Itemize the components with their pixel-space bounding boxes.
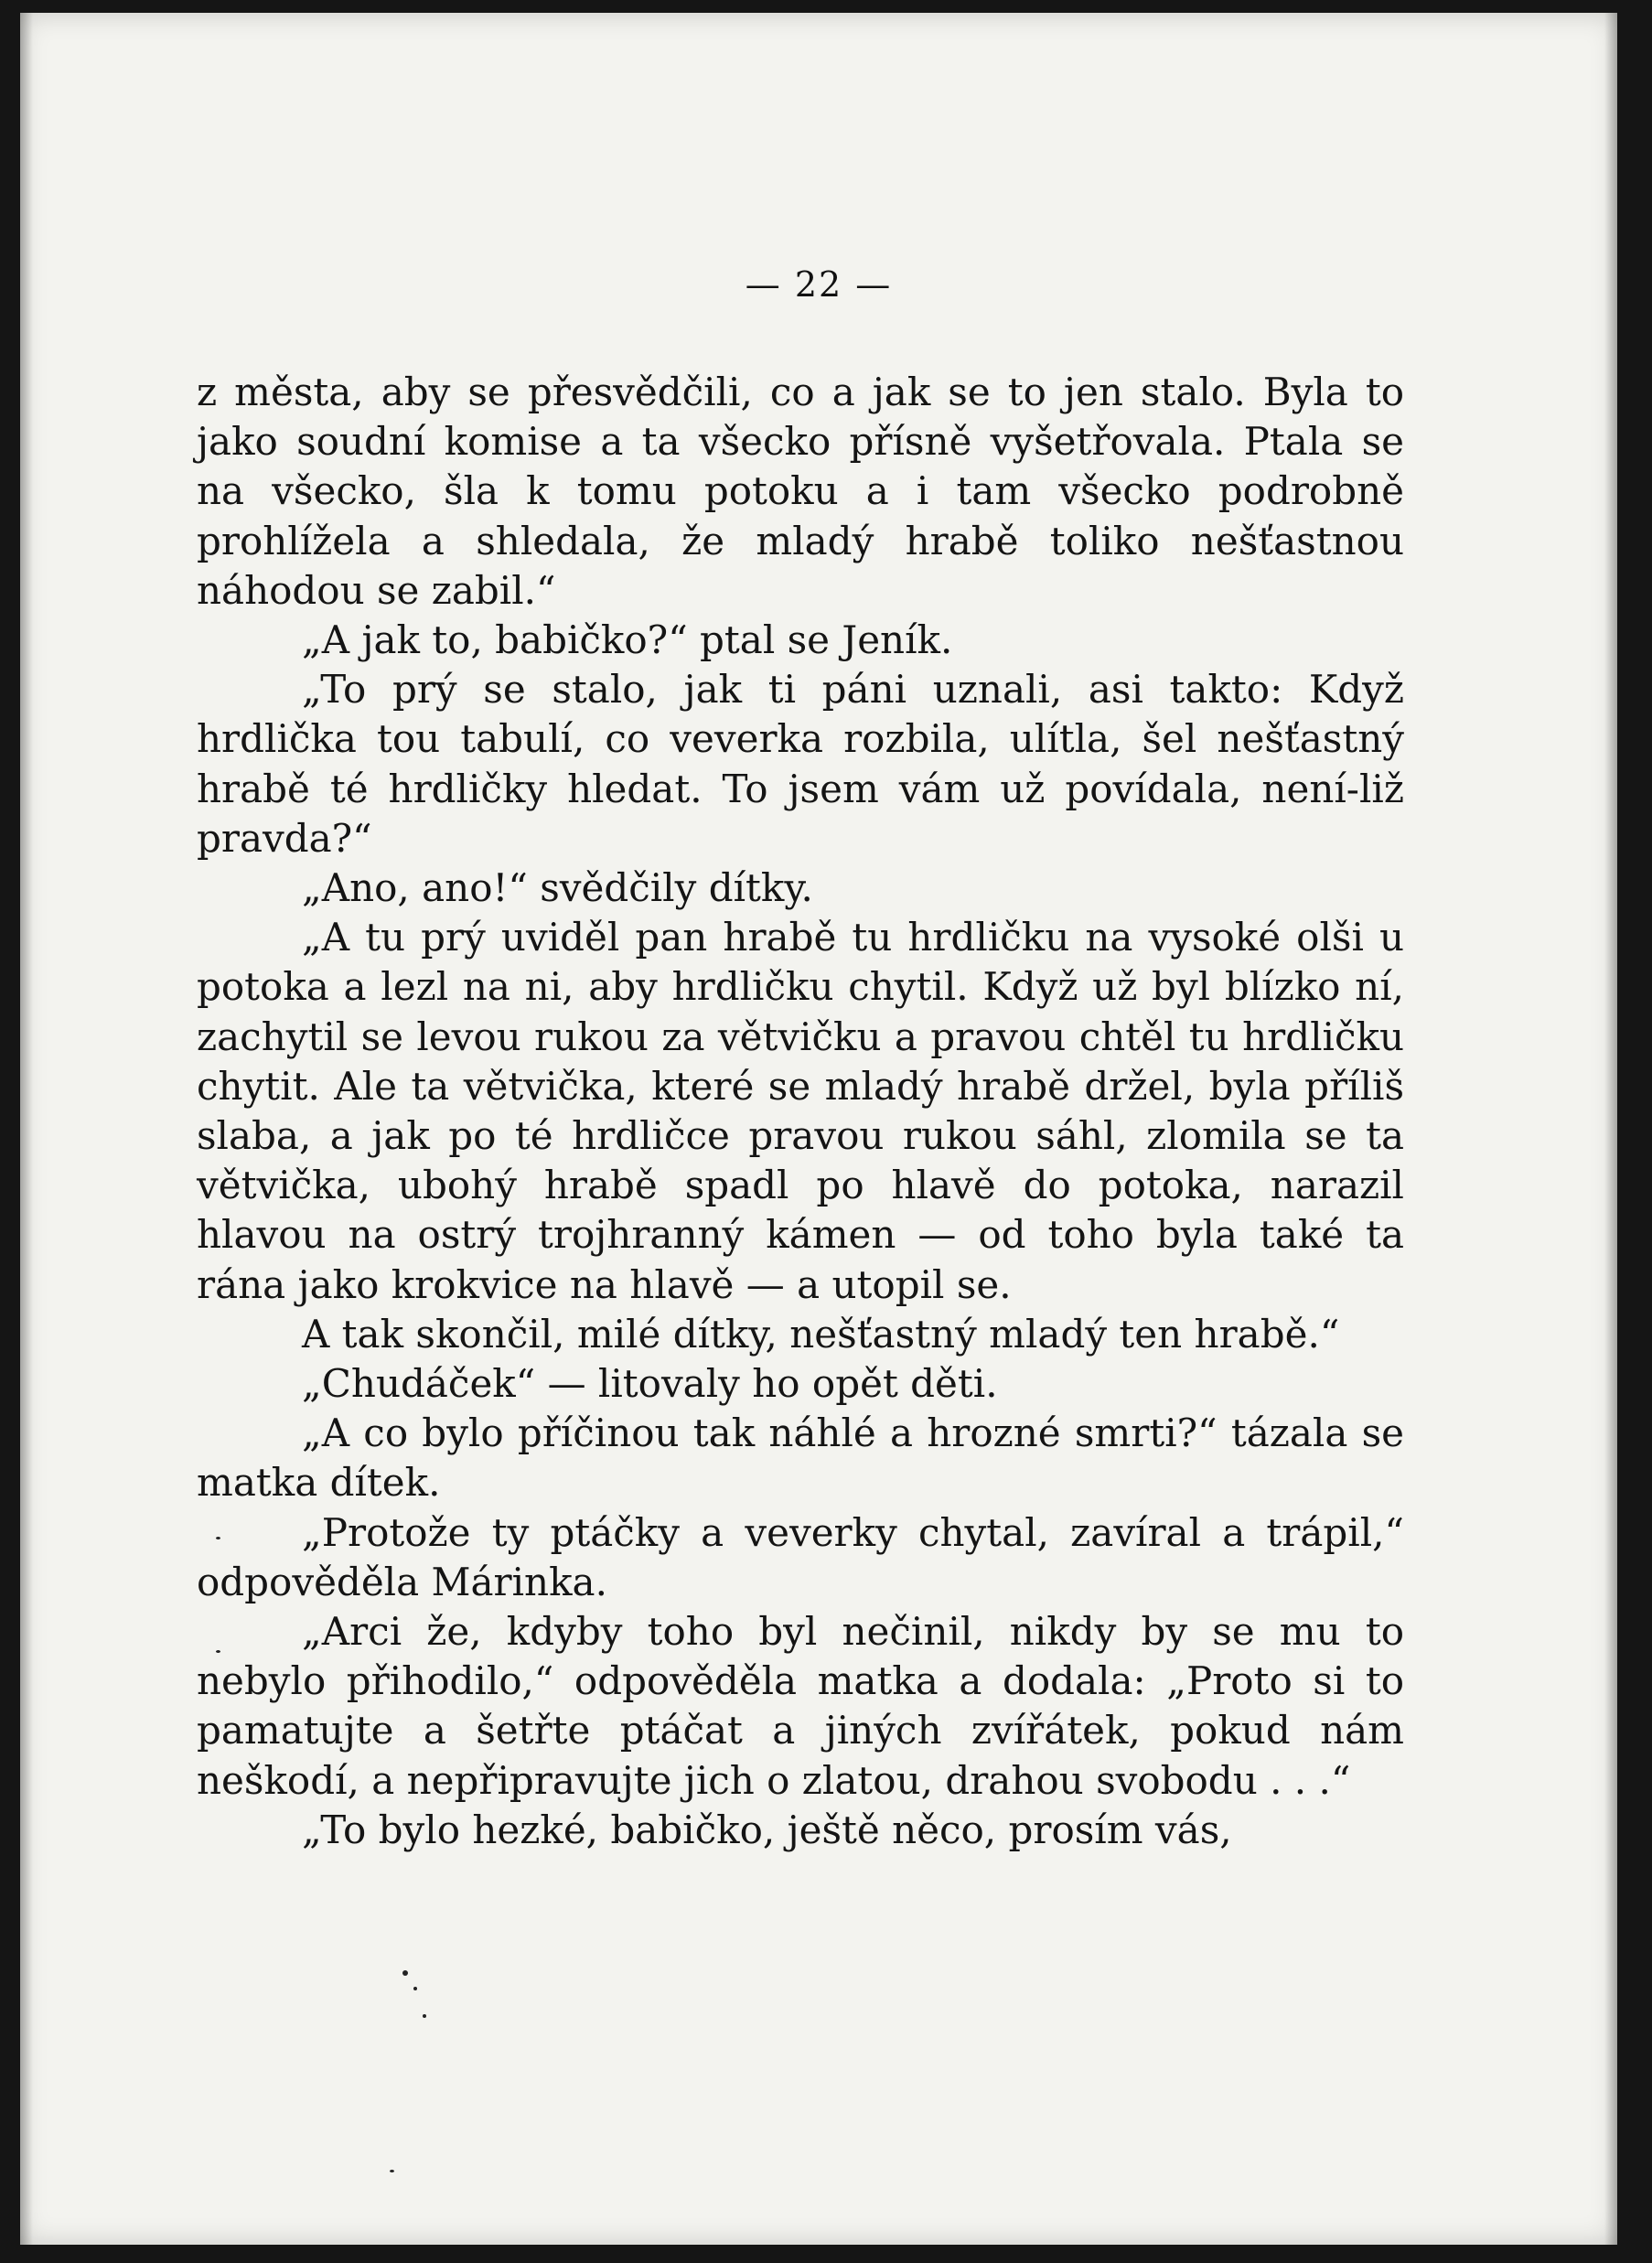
paper-speck [423, 2014, 426, 2018]
paragraph: „To bylo hezké, babičko, ještě něco, prosím vás, [302, 1807, 1232, 1852]
paragraph: „To prý se stalo, jak ti páni uznali, asi takto: Když hrdlička tou tabulí, co veverka rozbila, ulítla, šel nešťastný hrabě té hrdličky hledat. To jsem vám už povídala, není-liž pravda?“ [197, 667, 1404, 861]
paragraph: „A tu prý uviděl pan hrabě tu hrdličku na vysoké olši u potoka a lezl na ni, aby hrdličku chytil. Když už byl blízko ní, zachytil se levou rukou za větvičku a pravou chtěl tu hrdličku chytit. Ale ta větvička, které se mladý hrabě držel, byla příliš slaba, a jak po té hrdličce pravou rukou sáhl, zlomila se ta větvička, ubohý hrabě spadl po hlavě do potoka, narazil hlavou na ostrý trojhranný kámen — od toho byla také ta rána jako krokvice na hlavě — a utopil se. [197, 915, 1404, 1307]
paragraph: „Chudáček“ — litovaly ho opět děti. [302, 1361, 998, 1407]
paper-speck [390, 2170, 394, 2172]
paragraph: „A jak to, babičko?“ ptal se Jeník. [302, 617, 953, 663]
page-right-edge-shadow [1604, 13, 1617, 2245]
paragraph: „Arci že, kdyby toho byl nečinil, nikdy by se mu to nebylo přihodilo,“ odpověděla matka a dodala: „Proto si to pamatujte a šetřte ptáčat a jiných zvířátek, pokud nám neškodí, a nepřipravujte jich o zlatou, drahou svobodu . . .“ [197, 1609, 1404, 1803]
paper-speck [216, 1537, 220, 1539]
paper-speck [216, 1650, 220, 1653]
paragraph: „A co bylo příčinou tak náhlé a hrozné smrti?“ tázala se matka dítek. [197, 1410, 1404, 1506]
paragraph: „Ano, ano!“ svědčily dítky. [302, 865, 813, 911]
paragraph: „Protože ty ptáčky a veverky chytal, zavíral a trápil,“ odpověděla Márinka. [197, 1509, 1404, 1604]
page-left-edge-shadow [20, 13, 33, 2245]
paper-speck [413, 1987, 417, 1990]
book-page [20, 13, 1617, 2245]
paragraph: A tak skončil, milé dítky, nešťastný mladý ten hrabě.“ [302, 1311, 1340, 1357]
paper-speck [402, 1970, 408, 1976]
page-number: — 22 — [745, 264, 893, 305]
paragraph: z města, aby se přesvědčili, co a jak se to jen stalo. Byla to jako soudní komise a ta všecko přísně vyšetřovala. Ptala se na všecko, šla k tomu potoku a i tam všecko podrobně prohlížela a shledala, že mladý hrabě toliko nešťastnou náhodou se zabil.“ [197, 370, 1404, 613]
body-text [197, 368, 1404, 1855]
